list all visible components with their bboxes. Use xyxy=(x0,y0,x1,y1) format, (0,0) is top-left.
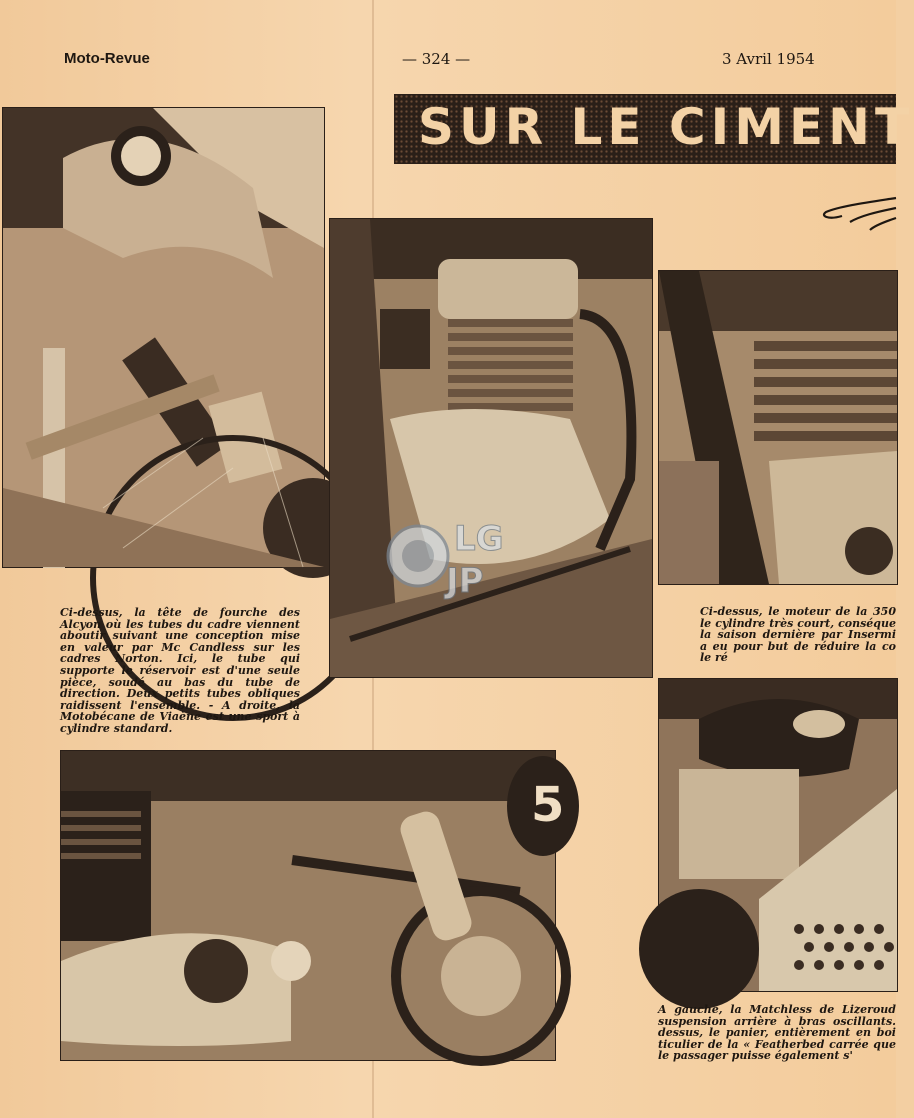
caption-right-bottom: A gauche, la Matchless de Lizeroud suspension arrière à bras oscillants. dessus, le panier, entièrement en boi ticulier de la « Featherbed carrée que le passager puisse également s' xyxy=(658,1003,896,1063)
photo-fork-head xyxy=(2,107,325,568)
watermark-top: LG xyxy=(454,519,504,559)
caption-left: Ci-dessus, la tête de fourche des Alcyon où les tubes du cadre viennent aboutir suivant une conception mise en valeur par Mc Candless sur les cadres Norton. Ici, le tube qui supporte le réservoir est d'une seule pièce, soudé au bas du tube de direction. Deux petits tubes obliques raidissent l'ensemble. - A droite, la Motobécane de Viaène est une sport à cylindre standard. xyxy=(60,606,300,735)
photo-350-engine xyxy=(658,270,898,585)
publication-name: Moto-Revue xyxy=(64,50,150,67)
photo-motobecane-engine xyxy=(329,218,653,678)
page-number: — 324 — xyxy=(402,50,471,68)
headline-banner xyxy=(394,94,914,164)
watermark-bottom: JP xyxy=(446,561,484,601)
caption-right-top: Ci-dessus, le moteur de la 350 le cylindre très court, conséque la saison dernière par Insermi a eu pour but de réduire la co le ré xyxy=(700,605,896,665)
decorative-swirl xyxy=(820,192,896,232)
racing-number: 5 xyxy=(531,777,565,833)
photo-sidecar xyxy=(658,678,898,992)
photo-matchless-chain xyxy=(60,750,565,1061)
headline: SUR LE CIMENT xyxy=(418,98,914,156)
issue-date: 3 Avril 1954 xyxy=(722,50,815,68)
lgjp-watermark-logo xyxy=(384,508,524,604)
